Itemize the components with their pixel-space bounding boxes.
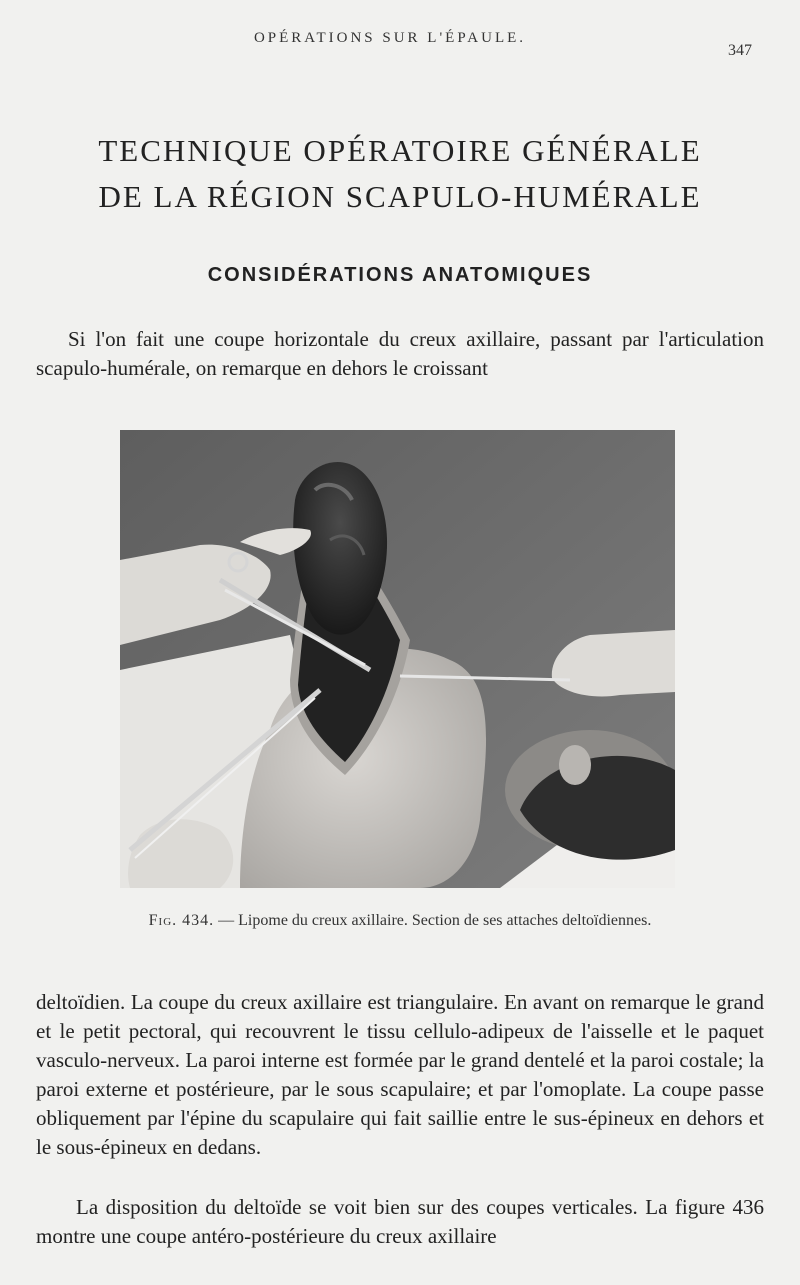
figure-caption [100,910,700,932]
figure-caption-text: — Lipome du creux axillaire. Section de ses attaches deltoïdiennes. [218,912,652,929]
paragraph-1: Si l'on fait une coupe horizontale du creux axillaire, passant par l'articulation scapulo-humérale, on remarque en dehors le croissant [36,327,764,380]
section-heading: CONSIDÉRATIONS ANATOMIQUES [207,264,593,286]
chapter-title [40,128,760,220]
paragraph-2: deltoïdien. La coupe du creux axillaire est triangulaire. En avant on remarque le grand et le petit pectoral, qui recouvrent le tissu cellulo-adipeux de l'aisselle et le paquet vasculo-nerveux. La paroi interne est formée par le grand dentelé et la paroi costale; la paroi externe et postérieure, par le sous scapulaire; et par l'omoplate. La coupe passe obliquement par l'épine du scapulaire qui fait saillie entre le sus-épineux en dehors et le sous-épineux en dedans. [36,990,764,1159]
figure-photograph [120,430,675,888]
paragraph-3: La disposition du deltoïde se voit bien sur des coupes verticales. La figure 436 montre une coupe antéro-postérieure du creux axillaire [36,1195,764,1248]
figure-label: Fig. 434. [148,912,215,929]
surgical-photo-illustration [120,430,675,888]
page-number: 347 [728,42,752,59]
running-head: OPÉRATIONS SUR L'ÉPAULE. [253,30,527,46]
chapter-title-line-2: DE LA RÉGION SCAPULO-HUMÉRALE [98,179,702,214]
chapter-title-line-1: TECHNIQUE OPÉRATOIRE GÉNÉRALE [98,133,702,168]
